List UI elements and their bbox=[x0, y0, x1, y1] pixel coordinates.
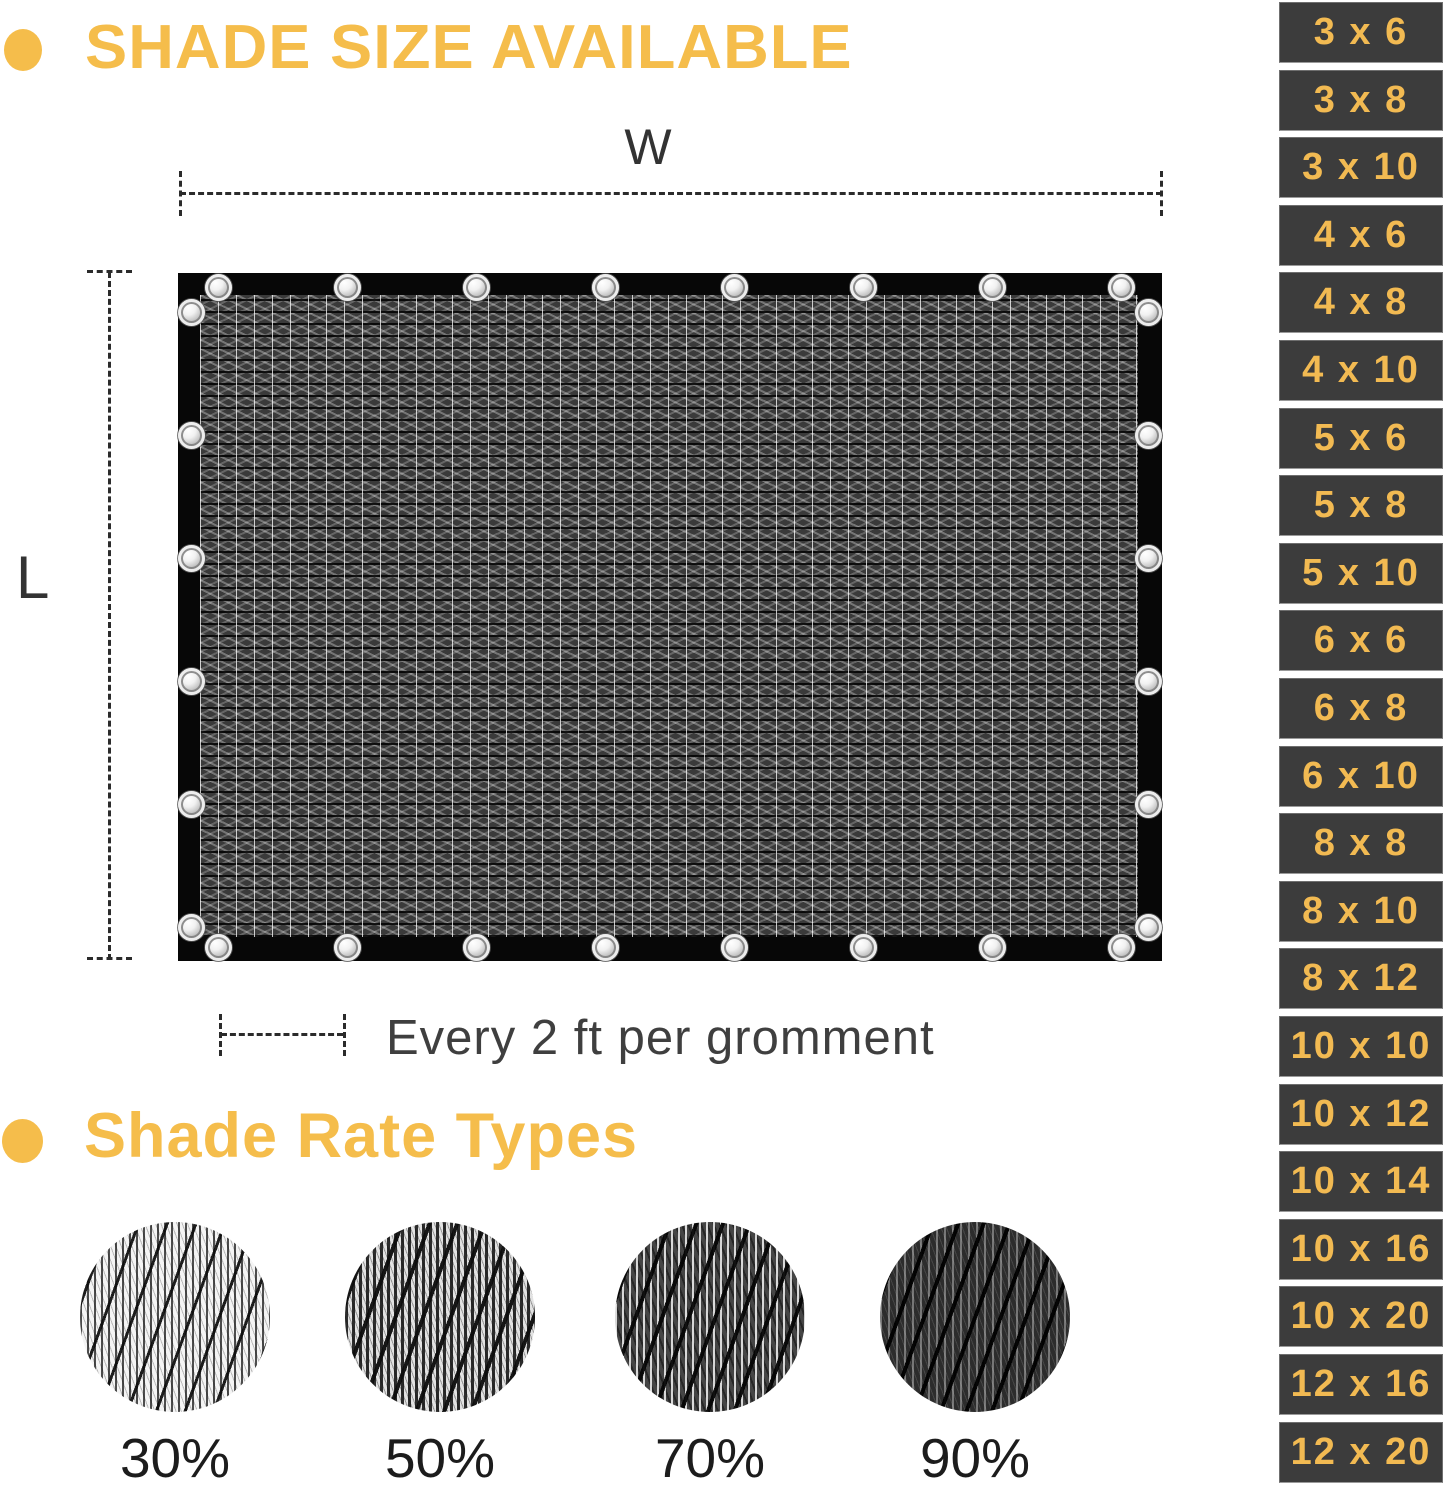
shade-rate-mesh-swatch bbox=[615, 1222, 805, 1412]
grommet bbox=[178, 791, 205, 818]
grommet bbox=[1135, 668, 1162, 695]
section-bullet-icon bbox=[2, 1119, 43, 1163]
length-dimension-tick-bottom bbox=[87, 957, 132, 960]
length-dimension-line bbox=[108, 272, 111, 960]
shade-rate-mesh-swatch bbox=[880, 1222, 1070, 1412]
section-title-shade-rate: Shade Rate Types bbox=[84, 1101, 639, 1171]
size-chip: 10 x 10 bbox=[1279, 1016, 1443, 1077]
shade-rate-percentage: 50% bbox=[384, 1427, 496, 1489]
shade-rate-percentage: 70% bbox=[654, 1427, 766, 1489]
size-chip: 10 x 20 bbox=[1279, 1286, 1443, 1347]
grommet bbox=[463, 934, 490, 961]
grommet bbox=[979, 934, 1006, 961]
grommet bbox=[205, 274, 232, 301]
width-dimension-tick-left bbox=[179, 171, 182, 216]
shade-rate-item bbox=[345, 1222, 535, 1490]
grommet bbox=[178, 299, 205, 326]
size-chip: 10 x 16 bbox=[1279, 1219, 1443, 1280]
grommet bbox=[334, 274, 361, 301]
grommet bbox=[1108, 934, 1135, 961]
grommet bbox=[850, 934, 877, 961]
size-chip: 3 x 6 bbox=[1279, 2, 1443, 63]
size-chip: 5 x 10 bbox=[1279, 543, 1443, 604]
grommet bbox=[178, 914, 205, 941]
grommet bbox=[850, 274, 877, 301]
size-chip: 8 x 12 bbox=[1279, 948, 1443, 1009]
grommet bbox=[1135, 545, 1162, 572]
section-title-size-available: SHADE SIZE AVAILABLE bbox=[85, 13, 853, 82]
grommet bbox=[178, 422, 205, 449]
grommet-spacing-line bbox=[221, 1033, 343, 1036]
shade-rate-item bbox=[880, 1222, 1070, 1490]
section-bullet-icon bbox=[4, 29, 42, 71]
length-dimension-tick-top bbox=[87, 270, 132, 273]
size-chip: 12 x 20 bbox=[1279, 1422, 1443, 1483]
shade-rate-item bbox=[615, 1222, 805, 1490]
size-chip: 6 x 6 bbox=[1279, 610, 1443, 671]
width-dimension-label: W bbox=[624, 119, 672, 175]
grommet bbox=[178, 668, 205, 695]
shade-rate-percentage: 30% bbox=[119, 1427, 231, 1489]
width-dimension-line bbox=[180, 192, 1162, 195]
size-chip: 3 x 8 bbox=[1279, 70, 1443, 131]
grommet bbox=[1135, 914, 1162, 941]
size-chip: 5 x 6 bbox=[1279, 408, 1443, 469]
grommet bbox=[1108, 274, 1135, 301]
grommet bbox=[463, 274, 490, 301]
grommet bbox=[721, 274, 748, 301]
length-dimension-label: L bbox=[16, 544, 50, 611]
size-chip: 10 x 12 bbox=[1279, 1084, 1443, 1145]
grommet-spacing-tick-right bbox=[343, 1014, 346, 1056]
grommet bbox=[721, 934, 748, 961]
grommet-spacing-note: Every 2 ft per gromment bbox=[386, 1011, 935, 1065]
grommet bbox=[1135, 422, 1162, 449]
shade-net-mesh-texture bbox=[200, 295, 1138, 937]
size-chip: 5 x 8 bbox=[1279, 475, 1443, 536]
size-chip: 4 x 8 bbox=[1279, 272, 1443, 333]
shade-rate-percentage: 90% bbox=[919, 1427, 1031, 1489]
size-chip: 3 x 10 bbox=[1279, 137, 1443, 198]
shade-rate-mesh-swatch bbox=[345, 1222, 535, 1412]
size-chip: 6 x 8 bbox=[1279, 678, 1443, 739]
grommet bbox=[979, 274, 1006, 301]
size-chip: 12 x 16 bbox=[1279, 1354, 1443, 1415]
size-chip: 10 x 14 bbox=[1279, 1151, 1443, 1212]
grommet bbox=[178, 545, 205, 572]
grommet bbox=[592, 274, 619, 301]
shade-rate-mesh-swatch bbox=[80, 1222, 270, 1412]
grommet bbox=[1135, 791, 1162, 818]
grommet bbox=[1135, 299, 1162, 326]
size-chip: 8 x 10 bbox=[1279, 881, 1443, 942]
grommet bbox=[205, 934, 232, 961]
size-chip: 6 x 10 bbox=[1279, 746, 1443, 807]
shade-net-illustration bbox=[178, 273, 1162, 961]
grommet bbox=[334, 934, 361, 961]
width-dimension-tick-right bbox=[1160, 171, 1163, 216]
shade-rate-item bbox=[80, 1222, 270, 1490]
size-chip: 4 x 10 bbox=[1279, 340, 1443, 401]
size-chip: 8 x 8 bbox=[1279, 813, 1443, 874]
size-chip: 4 x 6 bbox=[1279, 205, 1443, 266]
grommet bbox=[592, 934, 619, 961]
